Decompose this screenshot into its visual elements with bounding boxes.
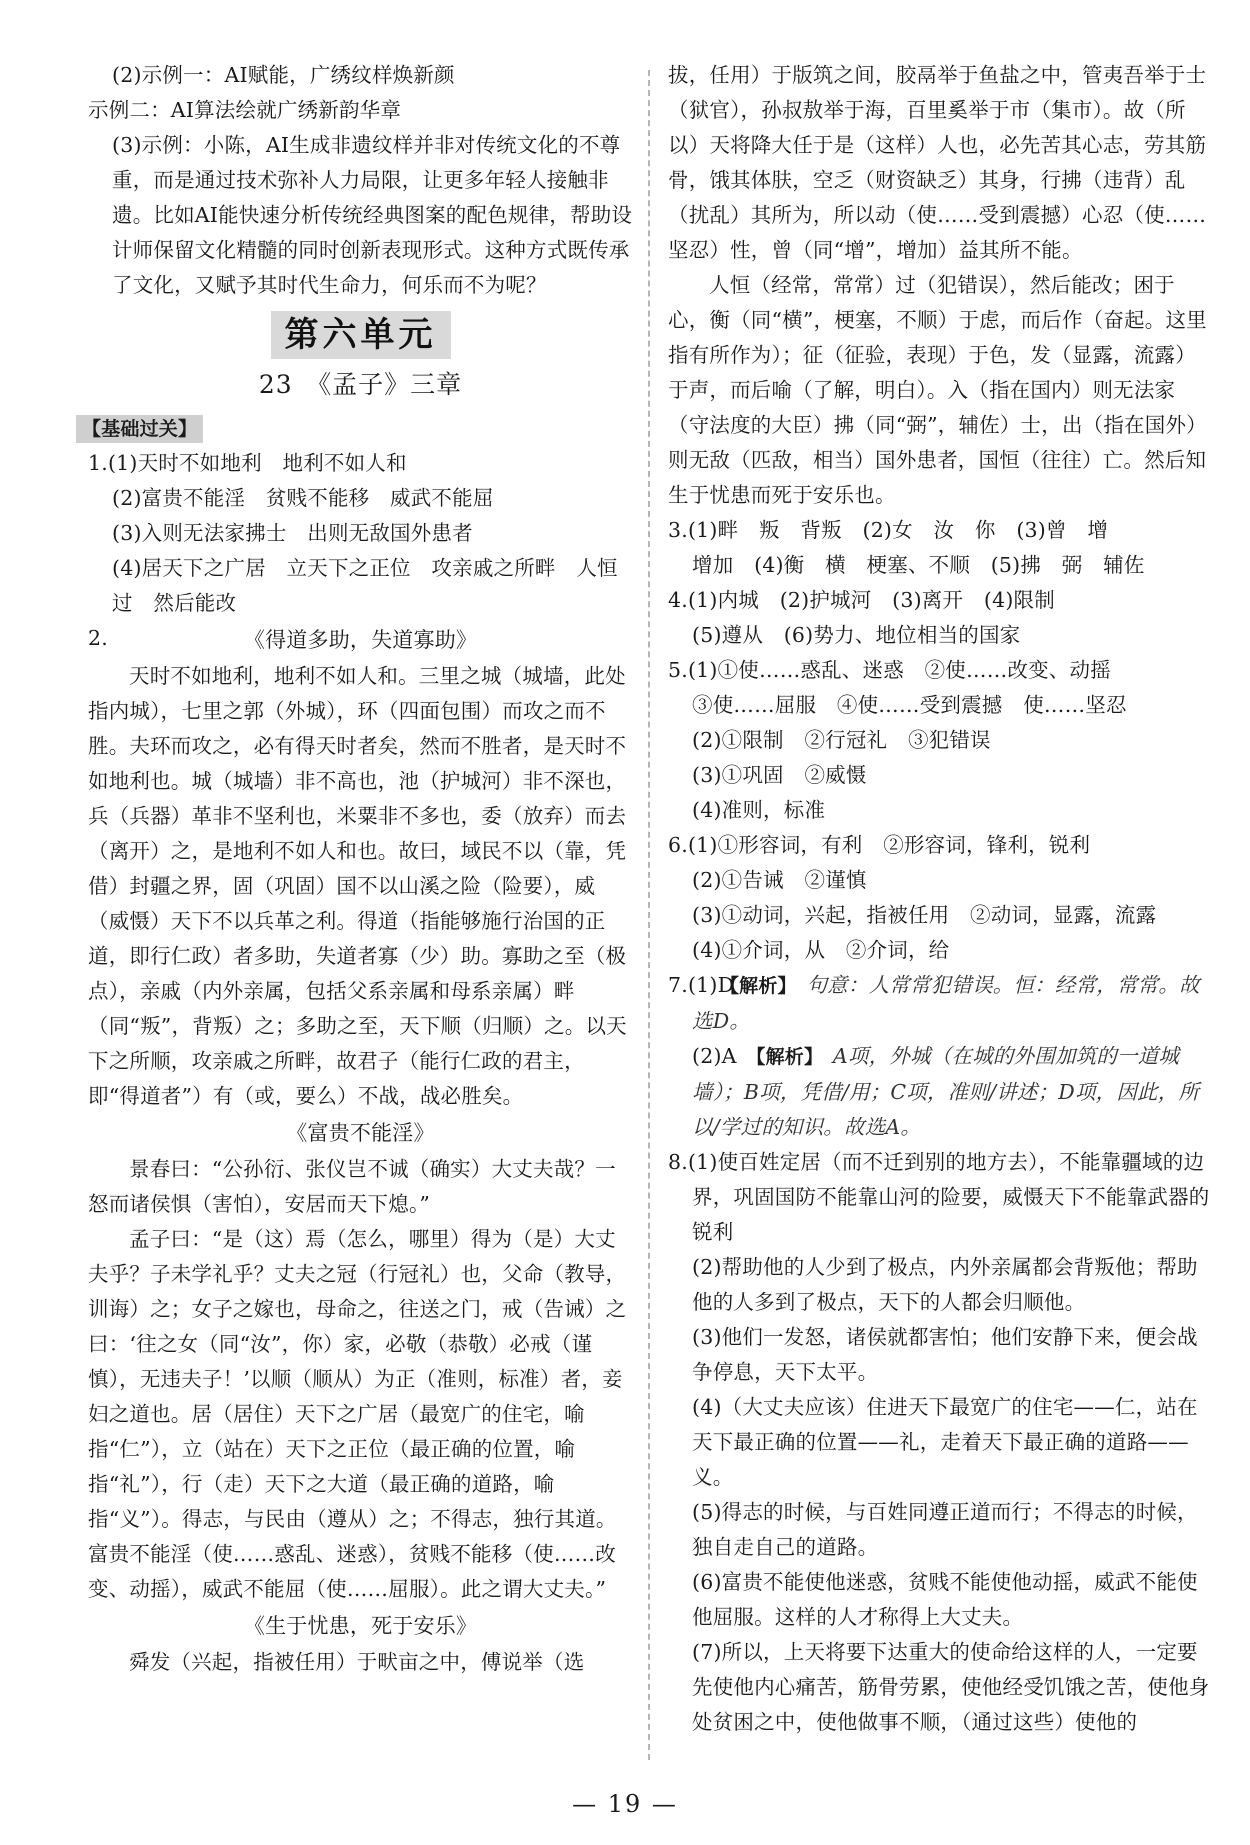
- q8-item-6: (6)富贵不能使他迷惑，贫贱不能使他动摇，威武不能使他屈服。这样的人才称得上大丈夫。: [692, 1570, 1198, 1629]
- q8-item-5: (5)得志的时候，与百姓同遵正道而行；不得志的时候，独自走自己的道路。: [692, 1500, 1198, 1559]
- example-paragraph: (3)示例：小陈，AI生成非遗纹样并非对传统文化的不尊重，而是通过技术弥补人力局限，让更多年轻人接触非遗。比如AI能快速分析传统经典图案的配色规律，帮助设计师保留文化精髓的同时创新表现形式。这种方式既传承了文化，又赋予其时代生命力，何乐而不为呢？: [112, 133, 633, 297]
- q5-line-3: (2)①限制 ②行冠礼 ③犯错误: [692, 728, 991, 752]
- passage-title-1: 《得道多助，失道寡助》: [243, 628, 478, 652]
- passage-2a: 景春曰：“公孙衍、张仪岂不诚（确实）大丈夫哉？一怒而诸侯惧（害怕），安居而天下熄。”: [88, 1157, 616, 1216]
- q7-answer-1: 7.(1)D: [668, 973, 735, 997]
- jiexi-label-2: 【解析】: [746, 1046, 824, 1068]
- lesson-title: 23 《孟子》三章: [258, 370, 463, 399]
- section-tag-row: [82, 411, 633, 446]
- q1-line-4: (4)居天下之广居 立天下之正位 攻亲戚之所畔 人恒过 然后能改: [112, 556, 618, 615]
- q8-item-1: 8.(1)使百姓定居（而不迁到别的地方去），不能靠疆域的边界，巩固国防不能靠山河的险要，威慑天下不能靠武器的锐利: [668, 1150, 1210, 1244]
- q1-line-1: 1.(1)天时不如地利 地利不如人和: [88, 451, 407, 475]
- jiexi-text-1: 句意：人常常犯错误。恒：经常，常常。故选D。: [692, 973, 1200, 1033]
- q8-item-7: (7)所以，上天将要下达重大的使命给这样的人，一定要先使他内心痛苦，筋骨劳累，使他经受饥饿之苦，使他身处贫困之中，使他做事不顺，（通过这些）使他的: [692, 1640, 1210, 1734]
- q6-line-2: (2)①告诫 ②谨慎: [692, 868, 867, 892]
- q6-line-1: 6.(1)①形容词，有利 ②形容词，锋利，锐利: [668, 833, 1091, 857]
- q6-line-4: (4)①介词，从 ②介词，给: [692, 938, 950, 962]
- passage-2b: 孟子曰：“是（这）焉（怎么，哪里）得为（是）大丈夫乎？子未学礼乎？丈夫之冠（行冠礼）也，父命（教导，训诲）之；女子之嫁也，母命之，往送之门，戒（告诫）之曰：‘往之女（同“汝”，你）家，必敬（恭敬）必戒（谨慎），无违夫子！’以顺（顺从）为正（准则，标准）者，妾妇之道也。居（居住）天下之广居（最宽广的住宅，喻指“仁”），立（站在）天下之正位（最正确的位置，喻指“礼”），行（走）天下之大道（最正确的道路，喻指“义”）。得志，与民由（遵从）之；不得志，独行其道。富贵不能淫（使……惑乱、迷惑），贫贱不能移（使……改变、动摇），威武不能屈（使……屈服）。此之谓大丈夫。”: [88, 1227, 627, 1601]
- q1-line-2: (2)富贵不能淫 贫贱不能移 威武不能屈: [112, 486, 494, 510]
- left-column: [82, 58, 633, 1680]
- q8-item-4: (4)（大丈夫应该）住进天下最宽广的住宅——仁，站在天下最正确的位置——礼，走着天下最正确的道路——义。: [692, 1395, 1198, 1489]
- example-line-2: 示例二：AI算法绘就广绣新韵华章: [88, 98, 402, 122]
- q5-line-5: (4)准则，标准: [692, 798, 826, 822]
- page-number: — 19 —: [572, 1790, 678, 1818]
- q3-line-2: 增加 (4)衡 横 梗塞、不顺 (5)拂 弼 辅佐: [692, 553, 1145, 577]
- q4-line-2: (5)遵从 (6)势力、地位相当的国家: [692, 623, 1021, 647]
- column-divider: [648, 70, 650, 1760]
- jiexi-label-1: 【解析】: [719, 975, 797, 997]
- q7-part-1: [668, 968, 1216, 1039]
- q8-item-2: (2)帮助他的人少到了极点，内外亲属都会背叛他；帮助他的人多到了极点，天下的人都会归顺他。: [692, 1255, 1198, 1314]
- q7-answer-2: (2)A: [692, 1044, 737, 1068]
- q5-line-4: (3)①巩固 ②威慑: [692, 763, 867, 787]
- q5-line-2: ③使……屈服 ④使……受到震撼 使……坚忍: [692, 693, 1127, 717]
- example-line-1: (2)示例一：AI赋能，广绣纹样焕新颜: [112, 63, 455, 87]
- jiexi-text-2: A项，外城（在城的外围加筑的一道城墙）；B项，凭借/用；C项，准则/讲述；D项，因此，所以/学过的知识。故选A。: [692, 1044, 1200, 1139]
- q2-heading-row: [88, 621, 633, 659]
- q3-line-1: 3.(1)畔 叛 背叛 (2)女 汝 你 (3)曾 增: [668, 518, 1109, 542]
- right-column: [668, 58, 1216, 1740]
- unit-title: 第六单元: [271, 311, 451, 359]
- passage-3-cont: 拔，任用）于版筑之间，胶鬲举于鱼盐之中，管夷吾举于士（狱官），孙叔敖举于海，百里奚举于市（集市）。故（所以）天将降大任于是（这样）人也，必先苦其心志，劳其筋骨，饿其体肤，空乏（财资缺乏）其身，行拂（违背）乱（扰乱）其所为，所以动（使……受到震撼）心忍（使……坚忍）性，曾（同“增”，增加）益其所不能。: [668, 63, 1207, 262]
- passage-title-2: 《富贵不能淫》: [286, 1121, 435, 1145]
- q1-line-3: (3)入则无法家拂士 出则无敌国外患者: [112, 521, 473, 545]
- q5-line-1: 5.(1)①使……惑乱、迷惑 ②使……改变、动摇: [668, 658, 1111, 682]
- q6-line-3: (3)①动词，兴起，指被任用 ②动词，显露，流露: [692, 903, 1157, 927]
- passage-3-start: 舜发（兴起，指被任用）于畎亩之中，傅说举（选: [129, 1650, 585, 1674]
- q2-number: 2.: [88, 626, 108, 650]
- q4-line-1: 4.(1)内城 (2)护城河 (3)离开 (4)限制: [668, 588, 1055, 612]
- q7-part-2: [668, 1039, 1216, 1145]
- passage-4: 人恒（经常，常常）过（犯错误），然后能改；困于心，衡（同“横”，梗塞，不顺）于虑，而后作（奋起。这里指有所作为）；征（征验，表现）于色，发（显露，流露）于声，而后喻（了解，明白）。入（指在国内）则无法家（守法度的大臣）拂（同“弼”，辅佐）士，出（指在国外）则无敌（匹敌，相当）国外患者，国恒（往往）亡。然后知生于忧患而死于安乐也。: [668, 273, 1207, 507]
- unit-heading: [88, 311, 633, 359]
- section-tag: 【基础过关】: [76, 415, 203, 443]
- passage-title-3: 《生于忧患，死于安乐》: [243, 1614, 478, 1638]
- passage-1: 天时不如地利，地利不如人和。三里之城（城墙，此处指内城），七里之郭（外城），环（四面包围）而攻之而不胜。夫环而攻之，必有得天时者矣，然而不胜者，是天时不如地利也。城（城墙）非不高也，池（护城河）非不深也，兵（兵器）革非不坚利也，米粟非不多也，委（放弃）而去（离开）之，是地利不如人和也。故曰，域民不以（靠，凭借）封疆之界，固（巩固）国不以山溪之险（险要），威（威慑）天下不以兵革之利。得道（指能够施行治国的正道，即行仁政）者多助，失道者寡（少）助。寡助之至（极点），亲戚（内外亲属，包括父系亲属和母系亲属）畔（同“叛”，背叛）之；多助之至，天下顺（归顺）之。以天下之所顺，攻亲戚之所畔，故君子（能行仁政的君主，即“得道者”）有（或，要么）不战，战必胜矣。: [88, 664, 627, 1108]
- q8-item-3: (3)他们一发怒，诸侯就都害怕；他们安静下来，便会战争停息，天下太平。: [692, 1325, 1198, 1384]
